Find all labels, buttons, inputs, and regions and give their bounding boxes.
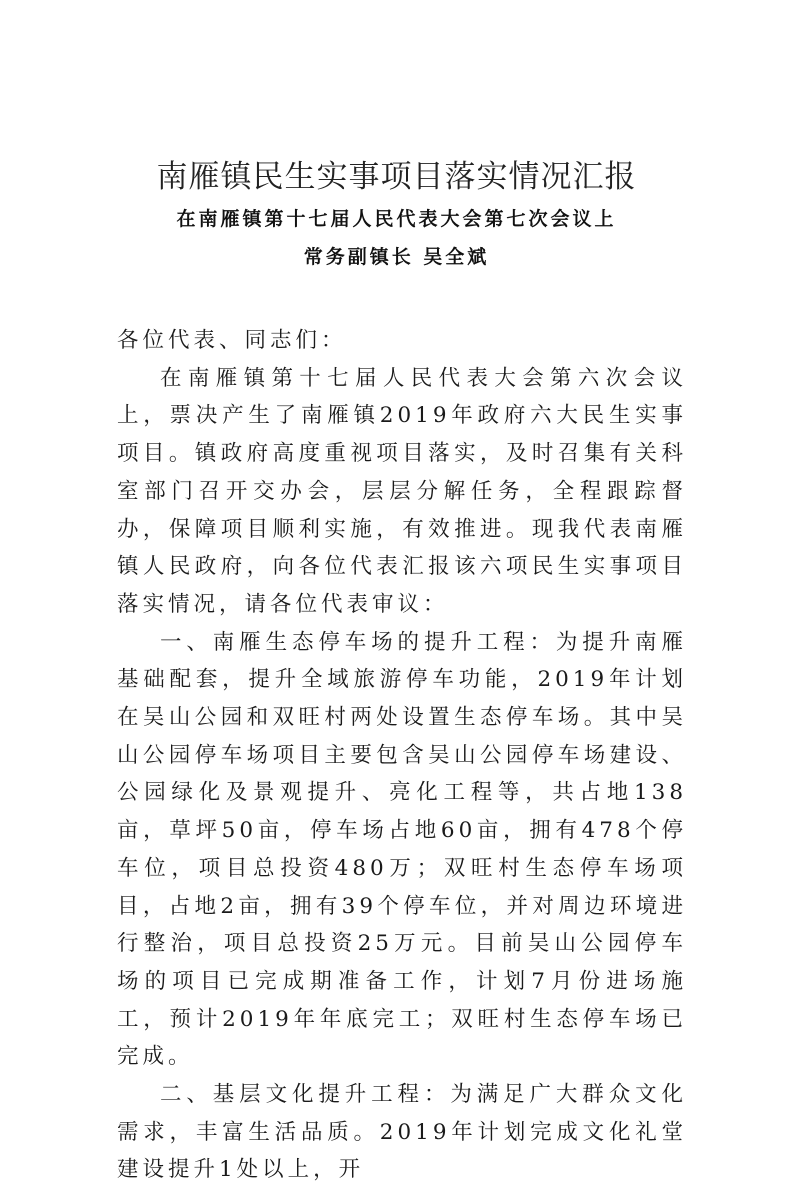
- document-body: [117, 322, 687, 1189]
- document-title: 南雁镇民生实事项目落实情况汇报: [156, 159, 637, 195]
- salutation: 各位代表、同志们：: [117, 328, 347, 353]
- paragraph-item-1: 一、南雁生态停车场的提升工程：为提升南雁基础配套，提升全域旅游停车功能，2019年计划在吴山公园和双旺村两处设置生态停车场。其中吴山公园停车场项目主要包含吴山公园停车场建设、公园绿化及景观提升、亮化工程等，共占地138亩，草坪50亩，停车场占地60亩，拥有478个停车位，项目总投资480万；双旺村生态停车场项目，占地2亩，拥有39个停车位，并对周边环境进行整治，项目总投资25万元。目前吴山公园停车场的项目已完成期准备工作，计划7月份进场施工，预计2019年年底完工；双旺村生态停车场已完成。: [117, 629, 687, 1070]
- document-subtitle: 在南雁镇第十七届人民代表大会第七次会议上: [176, 208, 617, 230]
- speaker-line: 常务副镇长 吴全斌: [303, 246, 490, 268]
- paragraph-intro: 在南雁镇第十七届人民代表大会第六次会议上，票决产生了南雁镇2019年政府六大民生实事项目。镇政府高度重视项目落实，及时召集有关科室部门召开交办会，层层分解任务，全程跟踪督办，保障项目顺利实施，有效推进。现我代表南雁镇人民政府，向各位代表汇报该六项民生实事项目落实情况，请各位代表审议：: [117, 365, 687, 617]
- paragraph-item-2: 二、基层文化提升工程：为满足广大群众文化需求，丰富生活品质。2019年计划完成文化礼堂建设提升1处以上，开: [117, 1082, 687, 1183]
